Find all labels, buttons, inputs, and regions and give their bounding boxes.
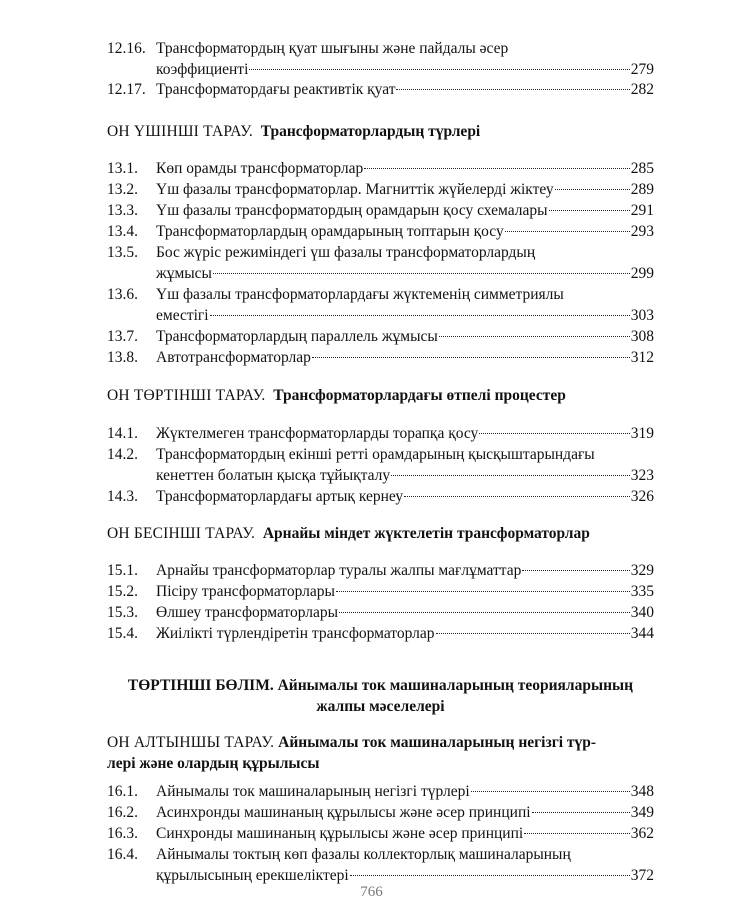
toc-entry-title: Трансформаторлардағы артық кернеу bbox=[156, 488, 404, 505]
toc-entry-page: 340 bbox=[630, 604, 654, 621]
toc-entry-16-1 bbox=[107, 781, 654, 802]
toc-entry-page: 372 bbox=[630, 867, 654, 884]
toc-entry-title-cont: жұмысы bbox=[156, 265, 212, 282]
chapter-14-heading bbox=[107, 385, 654, 406]
toc-entry-title: Үш фазалы трансформаторлардағы жүктеменің симметриялы bbox=[156, 286, 564, 303]
toc-entry-page: 344 bbox=[630, 625, 654, 642]
toc-entry-title: Автотрансформаторлар bbox=[156, 349, 311, 366]
toc-entry-number: 13.4. bbox=[107, 223, 138, 240]
toc-entry-title: Жиілікті түрлендіретін трансформаторлар bbox=[156, 625, 435, 642]
toc-entry-number: 14.2. bbox=[107, 446, 138, 463]
toc-entry-number: 16.4. bbox=[107, 846, 138, 863]
chapter-title-cont: лері және олардың құрылысы bbox=[107, 755, 320, 772]
chapter-16-heading bbox=[107, 732, 654, 774]
leader-dots bbox=[213, 273, 630, 274]
leader-dots bbox=[364, 168, 629, 169]
toc-entry-title-cont: еместігі bbox=[156, 307, 209, 324]
toc-entry-number: 15.1. bbox=[107, 562, 138, 579]
part-title-line2: жалпы мәселелері bbox=[316, 698, 445, 715]
toc-entry-number: 16.3. bbox=[107, 825, 138, 842]
toc-entry-page: 291 bbox=[630, 202, 654, 219]
page-number: 766 bbox=[360, 884, 383, 900]
toc-entry-15-1 bbox=[107, 560, 654, 581]
leader-dots bbox=[549, 210, 630, 211]
toc-entry-page: 279 bbox=[630, 61, 654, 78]
toc-entry-15-2 bbox=[107, 581, 654, 602]
leader-dots bbox=[555, 189, 630, 190]
leader-dots bbox=[336, 591, 630, 592]
chapter-title: Арнайы міндет жүктелетін трансформаторлар bbox=[262, 525, 590, 542]
toc-entry-15-4 bbox=[107, 623, 654, 644]
leader-dots bbox=[391, 475, 630, 476]
chapter-label: ОН БЕСІНШІ ТАРАУ. bbox=[107, 525, 256, 542]
toc-entry-page: 348 bbox=[630, 783, 654, 800]
toc-entry-title: Трансформаторлардың орамдарының топтарын қосу bbox=[156, 223, 504, 240]
toc-entry-page: 329 bbox=[630, 562, 654, 579]
toc-entry-number: 13.1. bbox=[107, 160, 138, 177]
toc-entry-13-7 bbox=[107, 326, 654, 347]
leader-dots bbox=[439, 336, 630, 337]
toc-entry-number: 13.5. bbox=[107, 244, 138, 261]
toc-entry-13-8 bbox=[107, 347, 654, 368]
toc-entry-page: 289 bbox=[630, 181, 654, 198]
toc-entry-14-2 bbox=[107, 444, 654, 486]
toc-entry-title: Арнайы трансформаторлар туралы жалпы мағлұматтар bbox=[156, 562, 522, 579]
toc-entry-14-3 bbox=[107, 486, 654, 507]
chapter-label: ОН ҮШІНШІ ТАРАУ. bbox=[107, 123, 253, 140]
toc-entry-page: 293 bbox=[630, 223, 654, 240]
toc-entry-title: Трансформатордың қуат шығыны және пайдалы әсер bbox=[156, 40, 509, 57]
toc-entry-number: 12.16. bbox=[107, 40, 146, 57]
toc-entry-title: Синхронды машинаның құрылысы және әсер принципі bbox=[156, 825, 524, 842]
toc-entry-title-cont: құрылысының ерекшеліктері bbox=[156, 867, 349, 884]
toc-entry-number: 14.3. bbox=[107, 488, 138, 505]
toc-entry-title: Асинхронды машинаның құрылысы және әсер принципі bbox=[156, 804, 531, 821]
toc-entry-title: Өлшеу трансформаторлары bbox=[156, 604, 339, 621]
toc-entry-13-6 bbox=[107, 284, 654, 326]
toc-entry-number: 13.2. bbox=[107, 181, 138, 198]
toc-entry-page: 299 bbox=[630, 265, 654, 282]
toc-entry-page: 303 bbox=[630, 307, 654, 324]
toc-entry-title-cont: кенеттен болатын қысқа тұйықталу bbox=[156, 467, 391, 484]
toc-entry-title: Трансформатордағы реактивтік қуат bbox=[156, 81, 396, 98]
toc-entry-page: 285 bbox=[630, 160, 654, 177]
leader-dots bbox=[505, 231, 630, 232]
toc-entry-title-cont: коэффициенті bbox=[156, 61, 249, 78]
part-title-line1: ТӨРТІНШІ БӨЛІМ. Айнымалы ток машиналарының теорияларының bbox=[127, 677, 634, 694]
toc-entry-title: Айнымалы ток машиналарының негізгі түрлері bbox=[156, 783, 470, 800]
toc-entry-number: 12.17. bbox=[107, 81, 146, 98]
toc-entry-title: Үш фазалы трансформатордың орамдарын қосу схемалары bbox=[156, 202, 548, 219]
toc-entry-14-1 bbox=[107, 423, 654, 444]
toc-entry-15-3 bbox=[107, 602, 654, 623]
toc-entry-number: 15.4. bbox=[107, 625, 138, 642]
chapter-label: ОН ТӨРТІНШІ ТАРАУ. bbox=[107, 387, 266, 404]
toc-entry-page: 326 bbox=[630, 488, 654, 505]
leader-dots bbox=[436, 633, 630, 634]
toc-entry-title: Трансформаторлардың параллель жұмысы bbox=[156, 328, 438, 345]
toc-entry-page: 319 bbox=[630, 425, 654, 442]
toc-entry-page: 282 bbox=[630, 81, 654, 98]
toc-entry-page: 308 bbox=[630, 328, 654, 345]
leader-dots bbox=[532, 812, 630, 813]
chapter-title: Айнымалы ток машиналарының негізгі түр- bbox=[278, 734, 597, 751]
chapter-13-heading bbox=[107, 121, 654, 142]
toc-entry-13-5 bbox=[107, 242, 654, 284]
toc-entry-title: Үш фазалы трансформаторлар. Магниттік жүйелерді жіктеу bbox=[156, 181, 554, 198]
toc-entry-title: Көп орамды трансформаторлар bbox=[156, 160, 364, 177]
toc-entry-title: Жүктелмеген трансформаторларды торапқа қосу bbox=[156, 425, 479, 442]
toc-entry-12-17 bbox=[107, 79, 654, 100]
toc-entry-number: 16.1. bbox=[107, 783, 138, 800]
toc-entry-title: Пісіру трансформаторлары bbox=[156, 583, 335, 600]
toc-entry-number: 13.8. bbox=[107, 349, 138, 366]
leader-dots bbox=[524, 833, 630, 834]
toc-entry-page: 312 bbox=[630, 349, 654, 366]
toc-entry-number: 13.7. bbox=[107, 328, 138, 345]
toc-entry-page: 323 bbox=[630, 467, 654, 484]
toc-entry-16-2 bbox=[107, 802, 654, 823]
leader-dots bbox=[479, 433, 629, 434]
leader-dots bbox=[522, 570, 629, 571]
leader-dots bbox=[471, 791, 630, 792]
leader-dots bbox=[249, 69, 629, 70]
leader-dots bbox=[210, 315, 630, 316]
toc-entry-page: 349 bbox=[630, 804, 654, 821]
leader-dots bbox=[350, 875, 630, 876]
leader-dots bbox=[339, 612, 630, 613]
toc-entry-number: 15.2. bbox=[107, 583, 138, 600]
toc-entry-number: 15.3. bbox=[107, 604, 138, 621]
toc-entry-13-2 bbox=[107, 179, 654, 200]
toc-entry-page: 335 bbox=[630, 583, 654, 600]
toc-entry-page: 362 bbox=[630, 825, 654, 842]
toc-entry-number: 13.3. bbox=[107, 202, 138, 219]
leader-dots bbox=[404, 496, 630, 497]
leader-dots bbox=[312, 357, 630, 358]
chapter-15-heading bbox=[107, 523, 654, 544]
toc-entry-number: 16.2. bbox=[107, 804, 138, 821]
chapter-title: Трансформаторлардағы өтпелі процестер bbox=[273, 387, 566, 404]
toc-entry-16-3 bbox=[107, 823, 654, 844]
toc-entry-number: 13.6. bbox=[107, 286, 138, 303]
toc-entry-16-4 bbox=[107, 844, 654, 886]
chapter-title: Трансформаторлардың түрлері bbox=[260, 123, 481, 140]
leader-dots bbox=[396, 89, 629, 90]
chapter-label: ОН АЛТЫНШЫ ТАРАУ. bbox=[107, 734, 275, 751]
toc-entry-title: Айнымалы токтың көп фазалы коллекторлық машиналарының bbox=[156, 846, 571, 863]
toc-entry-13-3 bbox=[107, 200, 654, 221]
toc-entry-title: Трансформатордың екінші ретті орамдарының қысқыштарындағы bbox=[156, 446, 595, 463]
toc-entry-13-4 bbox=[107, 221, 654, 242]
toc-entry-number: 14.1. bbox=[107, 425, 138, 442]
toc-entry-13-1 bbox=[107, 158, 654, 179]
toc-entry-title: Бос жүріс режиміндегі үш фазалы трансформаторлардың bbox=[156, 244, 536, 261]
part-4-heading bbox=[107, 675, 654, 717]
toc-entry-12-16 bbox=[107, 38, 654, 80]
